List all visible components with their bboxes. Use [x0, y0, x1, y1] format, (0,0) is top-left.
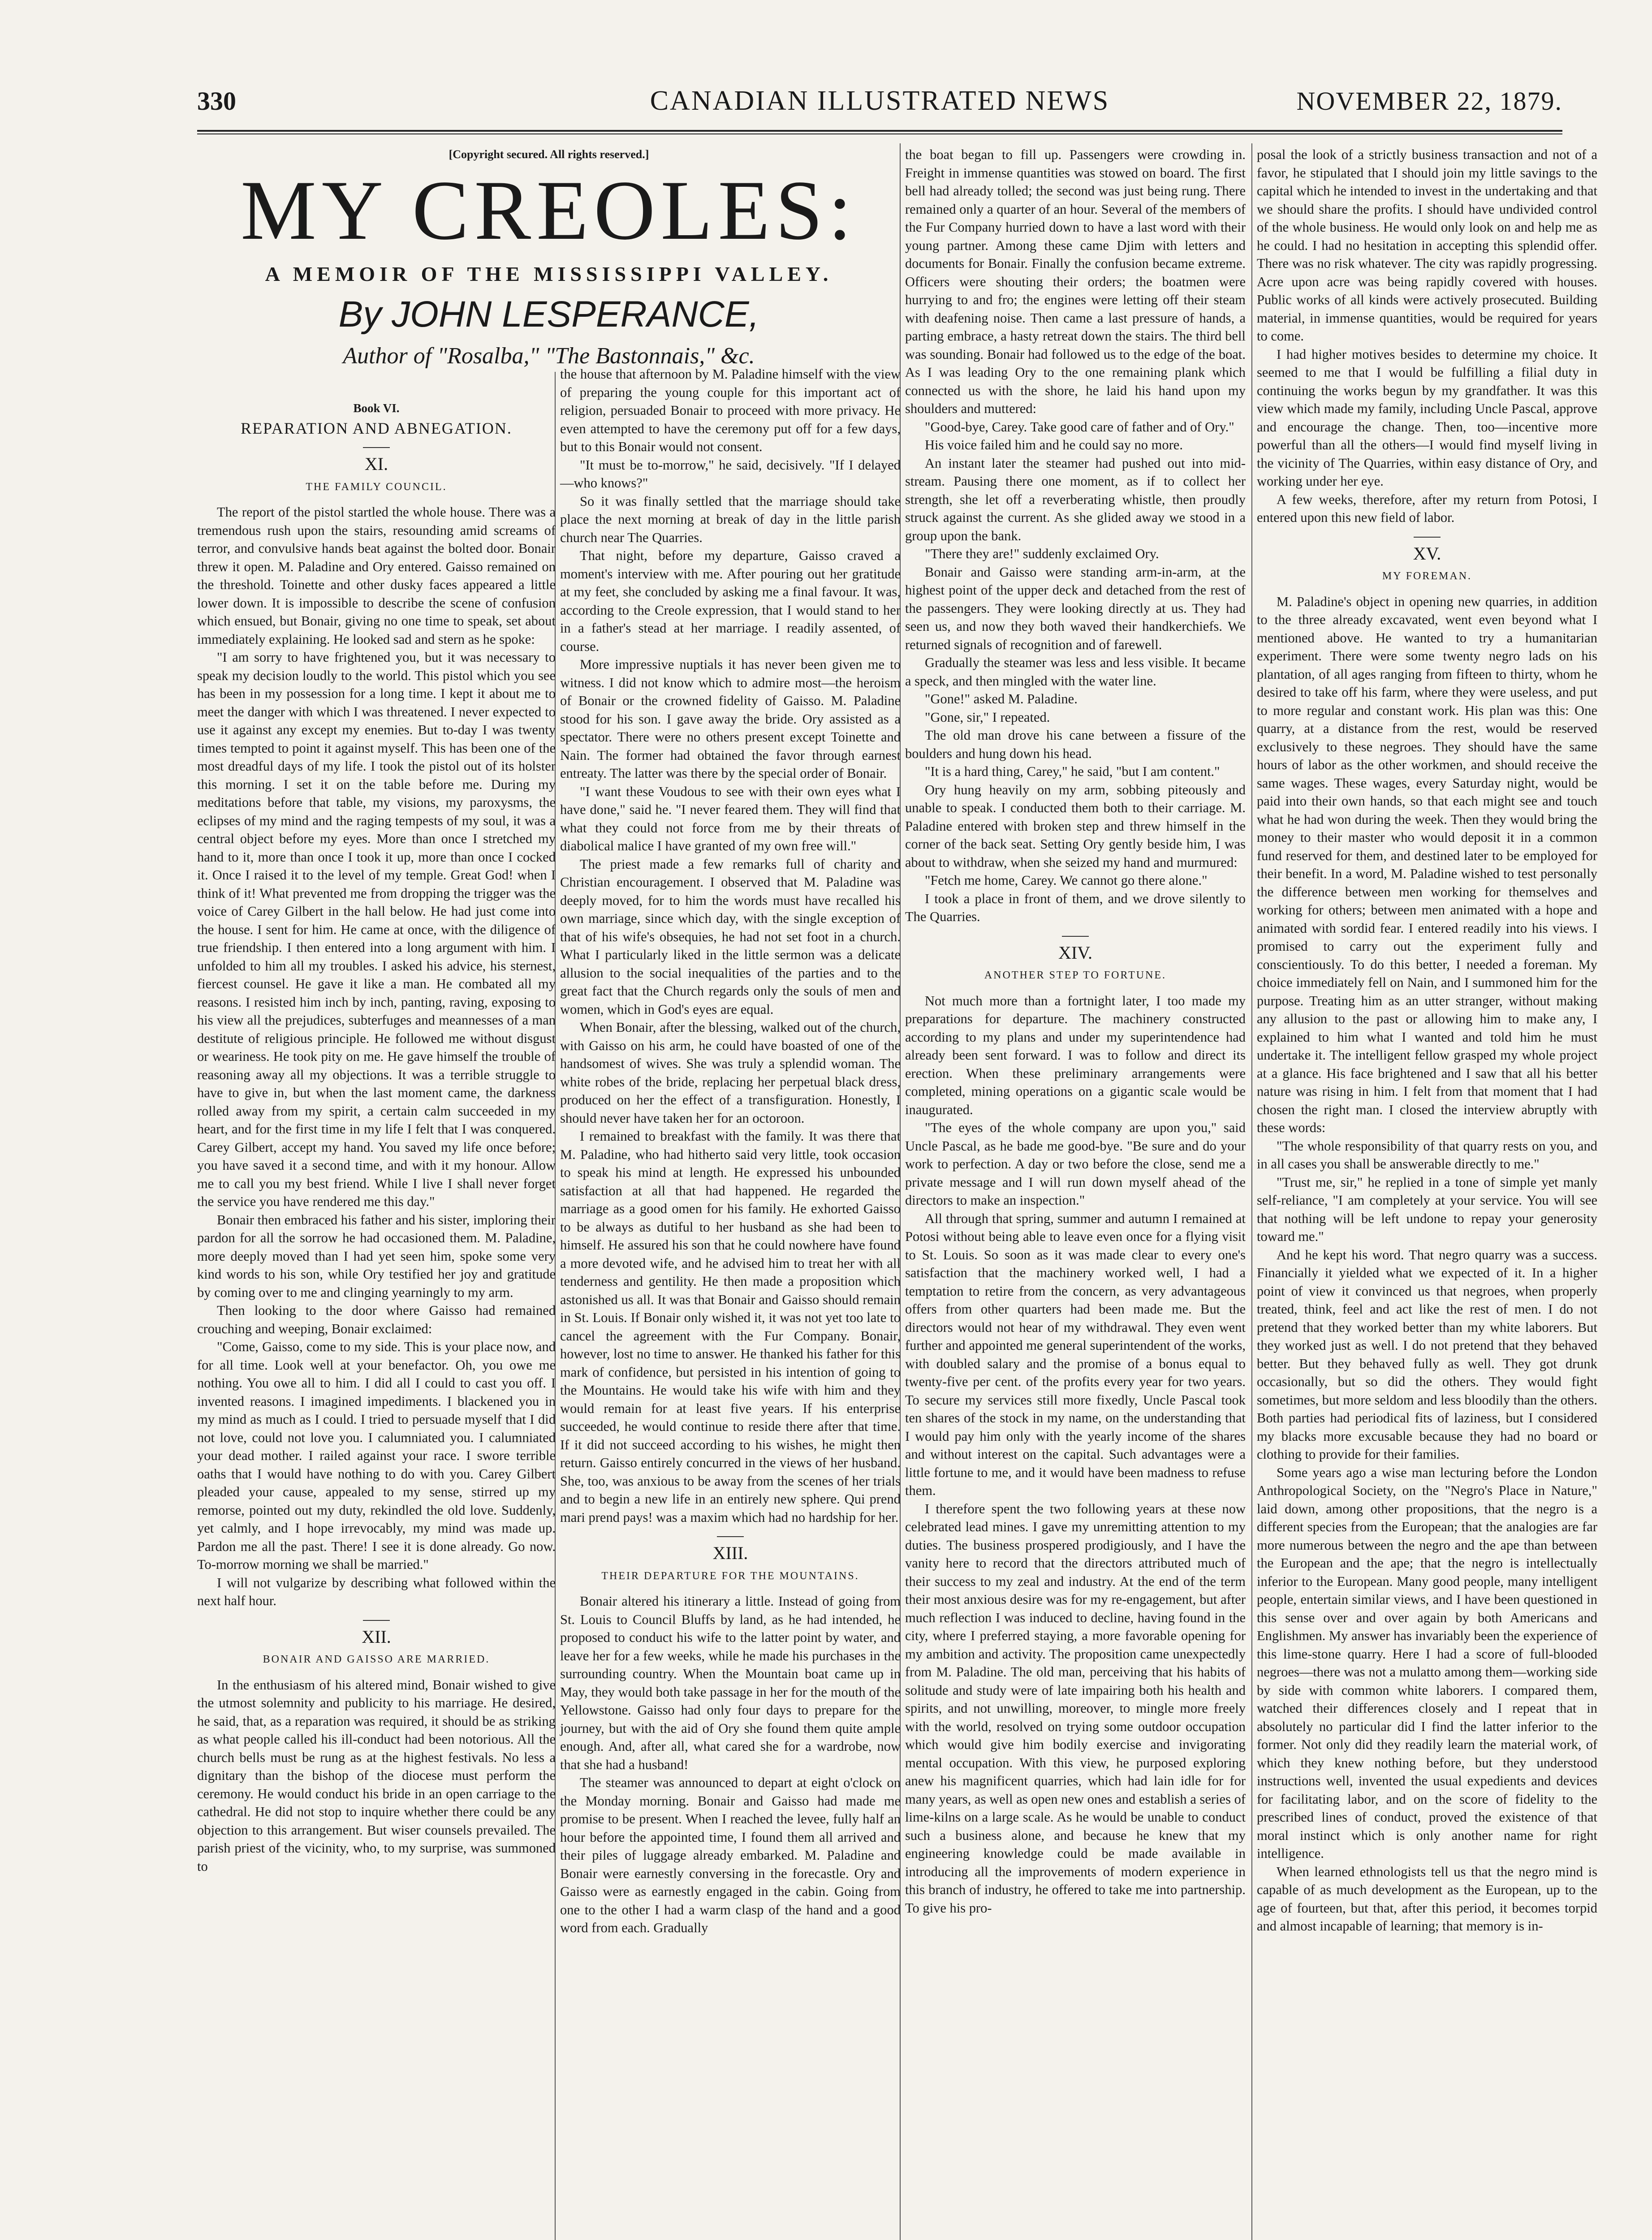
paragraph: His voice failed him and he could say no more. — [925, 437, 1183, 452]
chapter-number: XV. — [1257, 537, 1597, 563]
issue-date: NOVEMBER 22, 1879. — [1296, 86, 1562, 116]
paragraph: "I want these Voudous to see with their own eyes what I have done," said he. "I never feared them. They will find that what they could not force from me by their threats of diabolical malice I have granted of my own free will." — [560, 784, 901, 853]
page-number: 330 — [197, 86, 236, 116]
paragraph: In the enthusiasm of his altered mind, Bonair wished to give the utmost solemnity and publicity to his marriage. He desired, he said, that, as a reparation was required, it should be as striking as what people called his ill-conduct had been notorious. All the church bells must be rung as at the highest festivals. No less a dignitary than the bishop of the diocese must perform the ceremony. He would conduct his bride in an open carriage to the cathedral. He did not stop to inquire whether there could be any objection to this arrangement. But wiser counsels prevailed. The parish priest of the vicinity, who, to my surprise, was summoned to — [197, 1677, 556, 1874]
paragraph: The old man drove his cane between a fissure of the boulders and hung down his head. — [905, 728, 1246, 761]
paragraph: posal the look of a strictly business transaction and not of a favor, he stipulated that I should join my little savings to the capital which he intended to invest in the undertaking and that we should share the profits. I should have undivided control of the whole business. He would only look on and help me as he could. I had no hesitation in accepting this splendid offer. There was no risk whatever. The city was rapidly progressing. Acre upon acre was being rapidly covered with houses. Public works of all kinds were actively prosecuted. Building material, in immense quantities, would be required for years to come. — [1257, 147, 1597, 344]
book-number: Book VI. — [353, 401, 400, 415]
story-subtitle: A MEMOIR OF THE MISSISSIPPI VALLEY. — [265, 263, 833, 285]
paragraph: the boat began to fill up. Passengers were crowding in. Freight in immense quantities was stowed on board. The first bell had already tolled; the second was just being rung. There remained only a quarter of an hour. Several of the members of the Fur Company hurried down to have a last word with their young partner. Among these came Djim with letters and documents for Bonair. Finally the confusion became extreme. Officers were shouting their orders; the boatmen were hurrying to and fro; the engines were letting off their steam with deafening noise. Then came a last pressure of hands, a parting embrace, a hasty retreat down the stairs. The third bell was sounding. Bonair had followed us to the edge of the boat. As I was leading Ory to the one remaining plank which connected us with the shore, he laid his hand upon my shoulders and muttered: — [905, 147, 1246, 416]
story-title: MY CREOLES: — [241, 164, 857, 258]
paragraph: The report of the pistol startled the whole house. There was a tremendous rush upon the stairs, resounding amid screams of terror, and convulsive hands beat against the bolted door. Bonair threw it open. M. Paladine and Ory entered. Gaisso remained on the threshold. Toinette and other dusky faces appeared a little lower down. It is impossible to describe the scene of confusion which ensued, but Bonair, giving no one time to speak, set about immediately explaining. He looked sad and stern as he spoke: — [197, 504, 556, 647]
chapter-number: XII. — [197, 1620, 556, 1646]
paragraph: "Good-bye, Carey. Take good care of father and of Ory." — [925, 419, 1234, 435]
paragraph: "The eyes of the whole company are upon you," said Uncle Pascal, as he bade me good-bye. "Be sure and do your work to perfection. A day or two before the close, send me a private message and I will run down myself ahead of the directors to make an inspection." — [905, 1120, 1246, 1208]
author-works: Author of "Rosalba," "The Bastonnais," &c. — [343, 343, 755, 369]
paragraph: Bonair altered his itinerary a little. Instead of going from St. Louis to Council Bluffs by land, as he had intended, he proposed to conduct his wife to the latter point by water, and leave her for a few weeks, while he made his purchases in the surrounding country. When the Mountain boat came up in May, they would both take passage in her for the mouth of the Yellowstone. Gaisso had only four days to prepare for the journey, but with the aid of Ory she found them quite ample enough. And, after all, what cared she for a wardrobe, now that she had a husband! — [560, 1594, 901, 1772]
chapter-title: BONAIR AND GAISSO ARE MARRIED. — [263, 1654, 490, 1665]
chapter-title: THE FAMILY COUNCIL. — [306, 481, 447, 493]
column-4 — [1257, 146, 1597, 1935]
paragraph: I took a place in front of them, and we drove silently to The Quarries. — [905, 891, 1246, 924]
paragraph: And he kept his word. That negro quarry was a success. Financially it yielded what we expected of it. In a higher point of view it convinced us that negroes, when properly treated, think, feel and act like the rest of men. I do not pretend that they worked better than my white laborers. But they worked just as well. I do not pretend that they behaved better. But they behaved fully as well. They got drunk occasionally, but so did the others. They would fight sometimes, but more seldom and less bloodily than the others. Both parties had periodical fits of laziness, but I considered my blacks more excusable because they had no board or clothing to provide for their families. — [1257, 1247, 1597, 1462]
paragraph: So it was finally settled that the marriage should take place the next morning at break of day in the little parish church near The Quarries. — [560, 493, 901, 545]
paragraph: "The whole responsibility of that quarry rests on you, and in all cases you shall be answerable directly to me." — [1257, 1138, 1597, 1172]
paragraph: Ory hung heavily on my arm, sobbing piteously and unable to speak. I conducted them both to their carriage. M. Paladine entered with broken step and threw himself in the corner of the back seat. Setting Ory gently beside him, I was about to withdraw, when she seized my hand and murmured: — [905, 782, 1246, 870]
paragraph: More impressive nuptials it has never been given me to witness. I did not know which to admire most—the heroism of Bonair or the crowned fidelity of Gaisso. M. Paladine stood for his son. I gave away the bride. Ory assisted as a spectator. There were no others present except Toinette and Nain. The former had obtained the favor through earnest entreaty. The latter was there by the special order of Bonair. — [560, 657, 901, 781]
paragraph: "It must be to-morrow," he said, decisively. "If I delayed—who knows?" — [560, 457, 901, 491]
paragraph: When Bonair, after the blessing, walked out of the church, with Gaisso on his arm, he could have boasted of one of the handsomest of wives. She was truly a splendid woman. The white robes of the bride, replacing her perpetual black dress, produced on her the effect of a transfiguration. Honestly, I should never have taken her for an octoroon. — [560, 1020, 901, 1126]
paragraph: "Gone, sir," I repeated. — [925, 709, 1050, 725]
chapter-title: MY FOREMAN. — [1382, 570, 1472, 582]
paragraph: That night, before my departure, Gaisso craved a moment's interview with me. After pouring out her gratitude at my feet, she concluded by asking me a final favour. It was, according to the Creole expression, that I would stand to her in a father's stead at her marriage. I readily assented, of course. — [560, 548, 901, 654]
paragraph: I had higher motives besides to determine my choice. It seemed to me that I would be fulfilling a filial duty in continuing the works begun by my grandfather. It was this view which made my family, including Uncle Pascal, approve and encourage the change. Then, too—incentive more powerful than all the others—I would find myself living in the vicinity of The Quarries, within easy distance of Ory, and working under her eye. — [1257, 346, 1597, 489]
paragraph: Then looking to the door where Gaisso had remained crouching and weeping, Bonair exclaimed: — [197, 1303, 556, 1336]
book-title: REPARATION AND ABNEGATION. — [241, 419, 512, 437]
paragraph: "I am sorry to have frightened you, but it was necessary to speak my decision loudly to the world. This pistol which you see has been in my possession for a long time. I kept it about me to meet the danger with which I was threatened. I never expected to use it against any except my enemies. But to-day I was twenty times tempted to point it against myself. This has been one of the most dreadful days of my life. I took the pistol out of its holster this morning. I set it on the table before me. During my meditations before that table, my visions, my paroxysms, the eclipses of my mind and the raging tempests of my soul, it was a central object before my eyes. More than once I stretched my hand to it, more than once I took it up, more than once I cocked it. Once I raised it to the level of my temple. Great God! when I think of it! What prevented me from dropping the trigger was the voice of Carey Gilbert in the hall below. He had just come into the house. I sent for him. He came at once, with the diligence of true friendship. I then entered into a long argument with him. I unfolded to him all my troubles. I asked his advice, his sternest, fiercest counsel. He gave it like a man. He combated all my reasons. I resisted him inch by inch, panting, raving, exposing to his view all the prejudices, subterfuges and meannesses of a man destitute of religious principle. He followed me without disgust or weariness. He took pity on me. He gave himself the trouble of reasoning away all my objections. It was a terrible struggle to have to give in, but when the last moment came, the darkness rolled away from my spirit, a certain calm succeeded in my heart, and for the first time in my life I felt that I was conquered. Carey Gilbert, accept my hand. You saved my life once before; you have saved it a second time, and with it my honour. Allow me to call you my best friend. While I live I shall never forget the service you have rendered me this day." — [197, 650, 556, 1209]
paragraph: Bonair and Gaisso were standing arm-in-arm, at the highest point of the upper deck and detached from the rest of the passengers. They were looking directly at us. They had seen us, and now they both waved their handkerchiefs. We returned signals of recognition and of farewell. — [905, 564, 1246, 652]
paragraph: I will not vulgarize by describing what followed within the next half hour. — [197, 1575, 556, 1608]
paragraph: I remained to breakfast with the family. It was there that M. Paladine, who had hitherto said very little, took occasion to speak his mind at length. He expressed his unbounded satisfaction at all that had happened. He regarded the marriage as a good omen for his family. He exhorted Gaisso to be always as dutiful to her husband as she had been to himself. He assured his son that he could nowhere have found a more devoted wife, and he advised him to treat her with all tenderness and gentility. He then made a proposition which astonished us all. It was that Bonair and Gaisso should remain in St. Louis. If Bonair only wished it, it was not yet too late to cancel the agreement with the Fur Company. Bonair, however, lost no time to answer. He thanked his father for this mark of confidence, but persisted in his intention of going to the Mountains. He would take his wife with him and they would remain for at least five years. If his enterprise succeeded, he would continue to reside there after that time. If it did not succeed according to his wishes, he might then return. Gaisso entirely concurred in the views of her husband. She, too, was anxious to be away from the scenes of her trials and to begin a new life in an entirely new sphere. Qui prend mari prend pays! was a maxim which had no hardship for her. — [560, 1129, 901, 1525]
paragraph: "Fetch me home, Carey. We cannot go there alone." — [925, 873, 1208, 888]
paragraph: "There they are!" suddenly exclaimed Ory. — [925, 546, 1159, 561]
paragraph: "Gone!" asked M. Paladine. — [925, 691, 1078, 706]
paragraph: I therefore spent the two following years at these now celebrated lead mines. I gave my unremitting attention to my duties. The business prospered prodigiously, and I have the vanity here to record that the directors attributed much of their success to my zeal and industry. At the end of the term their most anxious desire was for my re-engagement, but after much reflection I was induced to decline, having found in the city, where I preferred staying, a more favorable opening for my ambition and activity. The proposition came unexpectedly from M. Paladine. The old man, perceiving that his habits of solitude and study were of late impairing both his health and spirits, and not unwilling, moreover, to mingle more freely with the world, resolved on trying some outdoor occupation which would give him bodily exercise and invigorating mental occupation. With this view, he purposed exploring anew his magnificent quarries, which had lain idle for for many years, as well as open new ones and establish a series of lime-kilns on a large scale. As he would be unable to conduct such a business alone, and because he knew that my engineering knowledge could be made available in introducing all the improvements of modern experience in this branch of industry, he offered to take me into partnership. To give his pro- — [905, 1501, 1246, 1916]
paragraph: Gradually the steamer was less and less visible. It became a speck, and then mingled with the water line. — [905, 655, 1246, 689]
chapter-number: XIII. — [560, 1536, 901, 1563]
paragraph: "Come, Gaisso, come to my side. This is your place now, and for all time. Look well at your benefactor. Oh, you owe me nothing. You owe all to him. I did all I could to cast you off. I invented reasons. I imagined impediments. I blackened you in my mind as much as I could. I tried to persuade myself that I did not love, could not love you. I calumniated you. I calumniated your dead mother. I railed against your race. I swore terrible oaths that I would have nothing to do with you. Carey Gilbert pleaded your cause, appealed to my sense, stirred up my remorse, pointed out my duty, rekindled the old love. Suddenly, yet calmly, and I hope irrevocably, my mind was made up. Pardon me all the past. There! I see it is done already. Go now. To-morrow morning we shall be married." — [197, 1339, 556, 1572]
column-2 — [560, 365, 901, 1937]
column-rule — [1251, 143, 1252, 2240]
chapter-number: XIV. — [905, 936, 1246, 962]
chapter-title: ANOTHER STEP TO FORTUNE. — [984, 969, 1167, 981]
paper-name: CANADIAN ILLUSTRATED NEWS — [650, 86, 1110, 116]
paragraph: the house that afternoon by M. Paladine himself with the view of preparing the young couple for this important act of religion, persuaded Bonair to proceed with more privacy. He even attempted to have the ceremony put off for a few days, but to this Bonair would not consent. — [560, 366, 901, 454]
header-rule — [197, 130, 1562, 132]
column-1 — [197, 396, 556, 1875]
paragraph: The steamer was announced to depart at eight o'clock on the Monday morning. Bonair and Gaisso had made me promise to be present. When I reached the levee, fully half an hour before the appointed time, I found them all arrived and their piles of luggage already embarked. M. Paladine and Bonair were earnestly conversing in the forecastle. Ory and Gaisso were as earnestly engaged in the cabin. Going from one to the other I had a warm clasp of the hand and a good word from each. Gradually — [560, 1775, 901, 1935]
paragraph: Bonair then embraced his father and his sister, imploring their pardon for all the sorrow he had occasioned them. M. Paladine, more deeply moved than I had yet seen him, spoke some very kind words to his son, while Ory testified her joy and gratitude by coming over to me and clinging yearningly to my arm. — [197, 1212, 556, 1300]
running-head — [197, 82, 1562, 117]
paragraph: When learned ethnologists tell us that the negro mind is capable of as much development as the European, up to the age of fourteen, but that, after this period, it becomes torpid and almost incapable of learning; that memory is in- — [1257, 1864, 1597, 1934]
paragraph: "It is a hard thing, Carey," he said, "but I am content." — [925, 764, 1220, 779]
byline: By JOHN LESPERANCE, — [338, 294, 759, 335]
column-3 — [905, 146, 1246, 1917]
paragraph: All through that spring, summer and autumn I remained at Potosi without being able to leave even once for a flying visit to St. Louis. So soon as it was made clear to every one's satisfaction that the machinery worked well, I had a temptation to retire from the concern, as very advantageous offers from other quarters had been made me. But the directors would not hear of my withdrawal. They even went further and appointed me general superintendent of the works, with doubled salary and the promise of a bonus equal to twenty-five per cent. of the profits every year for two years. To secure my services still more fixedly, Uncle Pascal took ten shares of the stock in my name, on the understanding that I would pay him only with the yearly income of the shares and without interest on the capital. Such advantages were a little fortune to me, and it would have been madness to refuse them. — [905, 1210, 1246, 1498]
paragraph: Some years ago a wise man lecturing before the London Anthropological Society, on the "Negro's Place in Nature," laid down, among other propositions, that the negro is a different species from the European; that the analogies are far more numerous between the negro and the ape than between the European and the ape; that the negro is intellectually inferior to the European. Many good people, many intelligent people, entertain similar views, and I have been questioned in this sense over and over again by both Americans and Englishmen. My answer has invariably been the experience of this lime-stone quarry. Here I had a score of full-blooded negroes—there was not a mulatto among them—working side by side with common white laborers. I compared them, watched their differences closely and I repeat that in absolutely no particular did I find the latter inferior to the former. Not only did they readily learn the material work, of which they knew nothing before, but they understood instructions well, invented the usual expedients and devices for facilitating labor, and on the score of fidelity to the prescribed lines of conduct, proved the existence of that moral instinct which is only another name for right intelligence. — [1257, 1465, 1597, 1861]
paragraph: The priest made a few remarks full of charity and Christian encouragement. I observed that M. Paladine was deeply moved, for to him the words must have recalled his own marriage, since which day, with the single exception of that of his wife's obsequies, he had not set foot in a church. What I particularly liked in the little sermon was a delicate allusion to the social inequalities of the parties and to the great fact that the Church regards only the souls of men and women, which in God's eyes are equal. — [560, 856, 901, 1017]
copyright-notice: [Copyright secured. All rights reserved.] — [449, 148, 649, 161]
paragraph: A few weeks, therefore, after my return from Potosi, I entered upon this new field of labor. — [1257, 491, 1597, 525]
chapter-number: XI. — [197, 447, 556, 474]
paragraph: Not much more than a fortnight later, I too made my preparations for departure. The machinery constructed according to my plans and under my superintendence had already been sent forward. I was to follow and direct its erection. When these preliminary arrangements were completed, mining operations on a gigantic scale would be inaugurated. — [905, 993, 1246, 1117]
chapter-title: THEIR DEPARTURE FOR THE MOUNTAINS. — [601, 1570, 859, 1582]
paragraph: M. Paladine's object in opening new quarries, in addition to the three already excavated, went even beyond what I mentioned above. He wanted to try a humanitarian experiment. There were some twenty negro lads on his plantation, of all ages ranging from fifteen to thirty, whom he desired to take off his farm, where they were useless, and put to more regular and constant work. His plan was this: One quarry, at a distance from the rest, would be reserved exclusively to these negroes. They should have the same hours of labor as the other workmen, and should receive the same wages. These wages, every Saturday night, would be paid into their own hands, so that each might see and touch what he had won during the week. Then they would bring the money to their master who would deposit it in a common fund reserved for them, and destined later to be employed for their benefit. In a word, M. Paladine wished to test personally the difference between men working for themselves and working for others; between men animated with a hope and animated with sordid fear. I entered readily into his views. I promised to carry out the experiment fully and conscientiously. To do this better, I needed a foreman. My choice immediately fell on Nain, and I summoned him for the purpose. Treating him as an utter stranger, without making any allusion to the past or allowing him to make any, I explained to him what I wanted and told him he must undertake it. The intelligent fellow grasped my whole project at a glance. His face brightened and I saw that all his better nature was rising in him. I felt from that moment that I had chosen the right man. I closed the interview abruptly with these words: — [1257, 594, 1597, 1135]
paragraph: An instant later the steamer had pushed out into mid-stream. Pausing there one moment, as if to collect her strength, she let off a reverberating whistle, then proudly struck against the current. As she glided away we stood in a group upon the bank. — [905, 455, 1246, 543]
paragraph: "Trust me, sir," he replied in a tone of simple yet manly self-reliance, "I am completely at your service. You will see that nothing will be left undone to repay your generosity toward me." — [1257, 1174, 1597, 1244]
